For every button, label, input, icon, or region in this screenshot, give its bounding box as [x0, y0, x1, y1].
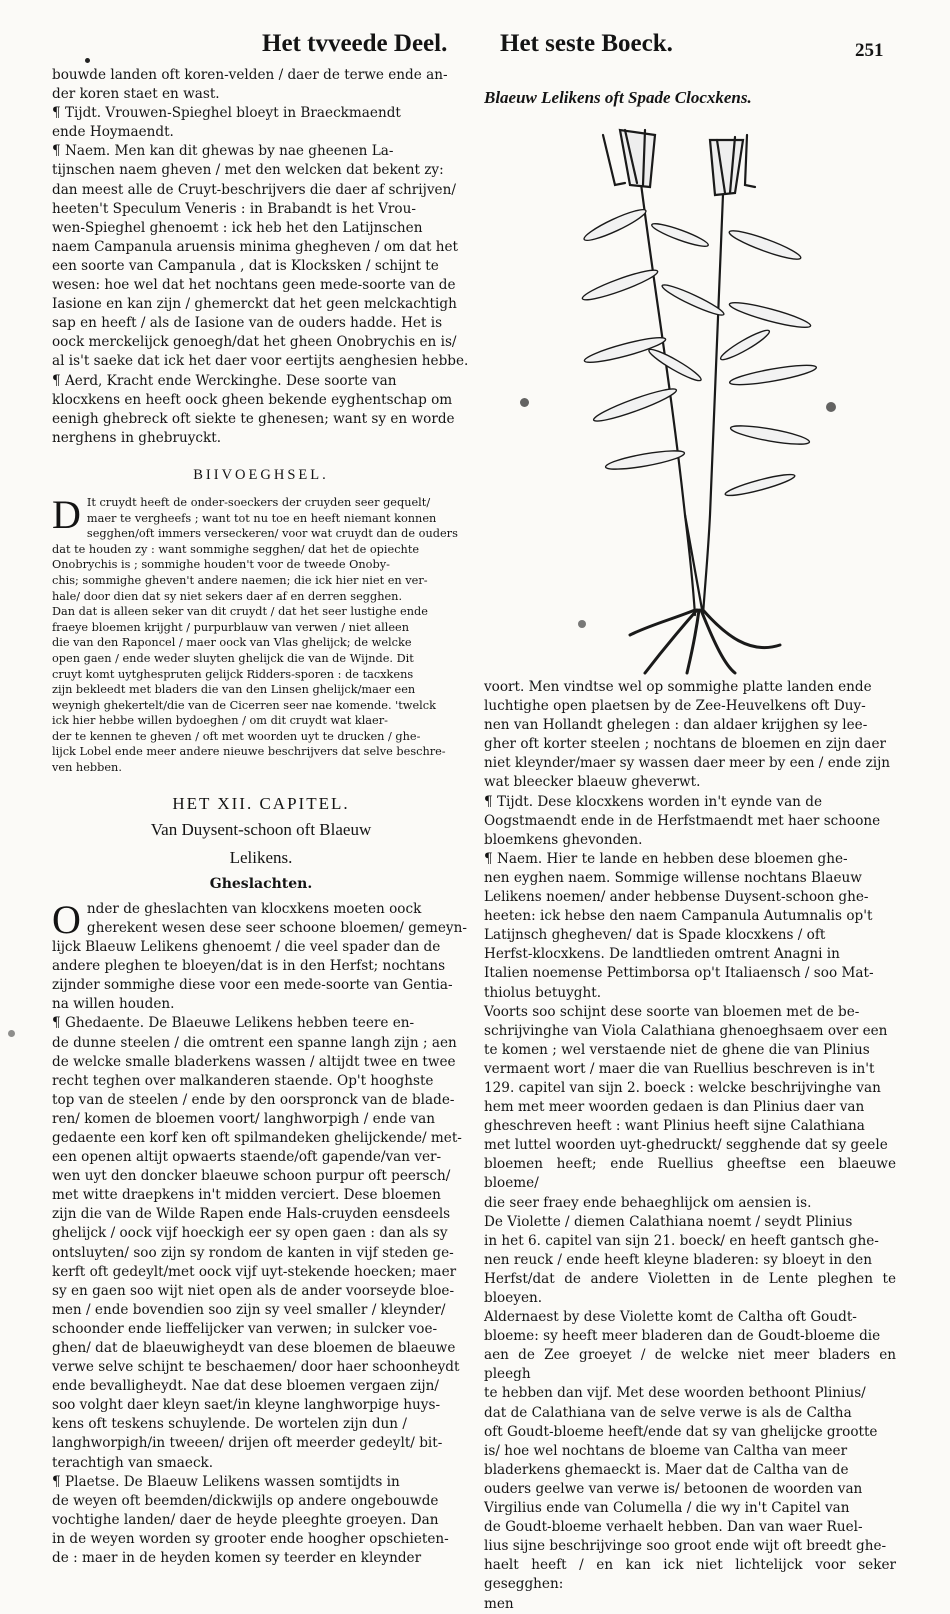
- gheslachten-dropcap: O: [52, 896, 81, 942]
- text-line: dat de Calathiana van de selve verwe is als de Caltha: [484, 1404, 852, 1421]
- text-line: wat bleecker blaeuw gheverwt.: [484, 774, 701, 791]
- text-line: tijnschen naem gheven / met den welcken dat bekent zy:: [52, 162, 444, 179]
- intro-text: [52, 66, 470, 448]
- text-line: te komen ; wel verstaende niet de ghene die van Plinius: [484, 1041, 870, 1058]
- text-line: kerft oft gedeylt/met oock vijf uyt-stekende hoecken; maer: [52, 1263, 457, 1280]
- text-line: naem Campanula aruensis minima ghegheven / om dat het: [52, 238, 458, 255]
- text-line: Aldernaest by dese Violette komt de Caltha oft Goudt-: [484, 1309, 857, 1326]
- text-line: lijck Blaeuw Lelikens ghenoemt / die veel spader dan de: [52, 939, 441, 956]
- text-line: in de weyen worden sy grooter ende hoogher opschieten-: [52, 1530, 449, 1547]
- ink-speck: [520, 398, 529, 407]
- text-line: nen van Hollandt ghelegen : dan aldaer krijghen sy lee-: [484, 717, 868, 734]
- text-line: chis; sommighe gheven't andere naemen; die ick hier niet en ver-: [52, 573, 428, 587]
- text-line: ouders geelwe van verwe is/ betoonen de woorden van: [484, 1480, 863, 1497]
- text-line: hem met meer woorden gedaen is dan Plinius daer van: [484, 1099, 865, 1116]
- text-line: vochtighe landen/ daer de heyde pleeghte groeyen. Dan: [52, 1511, 439, 1528]
- text-line: hale/ door dien dat sy niet sekers daer af en derren segghen.: [52, 589, 403, 603]
- text-line: bloemen heeft; ende Ruellius gheeftse een blaeuwe bloeme/: [484, 1156, 896, 1192]
- text-line: oock merckelijck genoegh/dat het gheen Onobrychis en is/: [52, 334, 457, 351]
- text-line: ¶ Ghedaente. De Blaeuwe Lelikens hebben teere en-: [52, 1015, 415, 1032]
- text-line: de : maer in de heyden komen sy teerder en kleynder: [52, 1550, 422, 1567]
- chapter-title: HET XII. CAPITEL.: [172, 793, 350, 813]
- text-line: der te kennen te gheven / oft met woorden uyt te drucken / ghe-: [52, 729, 421, 743]
- text-line: in het 6. capitel van sijn 21. boeck/ en heeft gantsch ghe-: [484, 1232, 879, 1249]
- text-line: gedaente een korf ken oft spilmandeken ghelijckende/ met-: [52, 1129, 462, 1146]
- bijvoeghsel-lines: [52, 491, 470, 776]
- text-line: gher oft korter steelen ; nochtans de bloemen en zijn daer: [484, 736, 887, 753]
- text-line: soo volght daer kleyn saet/in kleyne langhworpige huys-: [52, 1397, 441, 1414]
- text-line: is/ hoe wel nochtans de bloeme van Caltha van meer: [484, 1442, 848, 1459]
- text-line: bladerkens ghemaeckt is. Maer dat de Caltha van de: [484, 1461, 849, 1478]
- text-line: Lelikens noemen/ ander hebbense Duysent-schoon ghe-: [484, 889, 869, 906]
- text-line: 129. capitel van sijn 2. boeck : welcke beschrijvinghe van: [484, 1079, 881, 1096]
- text-line: luchtighe open plaetsen by de Zee-Heuvelkens oft Duy-: [484, 698, 866, 715]
- text-line: terachtigh van smaeck.: [52, 1454, 214, 1471]
- text-line: dat te houden zy : want sommighe segghen/ dat het de opiechte: [52, 542, 420, 556]
- text-line: Italien noemense Pettimborsa op't Italiaensch / soo Mat-: [484, 965, 874, 982]
- text-line: Latijnsch ghegheven/ dat is Spade klocxkens / oft: [484, 927, 826, 944]
- plant-woodcut-illustration: [575, 115, 835, 675]
- text-line: It cruydt heeft de onder-soeckers der cruyden seer gequelt/: [86, 495, 431, 509]
- text-line: Dan dat is alleen seker van dit cruydt / dat het seer lustighe ende: [52, 605, 428, 619]
- text-line: Virgilius ende van Columella / die wy in't Capitel van: [484, 1500, 850, 1517]
- text-line: een soorte van Campanula , dat is Klocksken / schijnt te: [52, 257, 439, 274]
- text-line: lius sijne beschrijvinge soo groot ende wijt oft breedt ghe-: [484, 1538, 887, 1555]
- text-line: men / ende bovendien soo zijn sy veel smaller / kleynder/: [52, 1301, 446, 1318]
- text-line: de weyen oft beemden/dickwijls op andere ongebouwde: [52, 1492, 439, 1509]
- text-line: die van den Raponcel / maer oock van Vlas ghelijck; de welcke: [52, 636, 412, 650]
- bijvoeghsel-text: [52, 491, 470, 776]
- text-line: ende Hoymaendt.: [52, 124, 174, 141]
- text-line: men: [484, 1595, 514, 1612]
- text-line: ¶ Tijdt. Dese klocxkens worden in't eynde van de: [484, 793, 822, 810]
- text-line: haelt heeft / en kan ick niet lichtelijck voor seker gesegghen:: [484, 1557, 896, 1593]
- text-line: met luttel woorden uyt-ghedruckt/ segghende dat sy geele: [484, 1137, 888, 1154]
- text-line: Iasione en kan zijn / ghemerckt dat het geen melckachtigh: [52, 296, 457, 313]
- description-text: [52, 1014, 470, 1568]
- text-line: De Violette / diemen Calathiana noemt / seydt Plinius: [484, 1213, 853, 1230]
- text-line: na willen houden.: [52, 996, 175, 1013]
- text-line: kens oft teskens schuylende. De wortelen zijn dun /: [52, 1416, 407, 1433]
- text-line: open gaen / ende weder sluyten ghelijck die van de Wijnde. Dit: [52, 651, 414, 665]
- ink-speck: [578, 620, 586, 628]
- text-line: gherekent wesen dese seer schoone bloemen/ gemeyn-: [86, 919, 467, 936]
- ink-speck: [85, 58, 90, 63]
- text-line: ghen/ dat de blaeuwigheydt van dese bloemen de blaeuwe: [52, 1340, 456, 1356]
- text-line: bouwde landen oft koren-velden / daer de terwe ende an-: [52, 67, 448, 83]
- text-line: thiolus betuyght.: [484, 984, 602, 1001]
- text-line: ¶ Plaetse. De Blaeuw Lelikens wassen somtijdts in: [52, 1473, 400, 1490]
- text-line: Onobrychis is ; sommighe houden't voor de tweede Onoby-: [52, 558, 390, 572]
- text-line: schoonder ende lieffelijcker van verwen; in sulcker voe-: [52, 1320, 438, 1337]
- text-line: de welcke smalle bladerkens wassen / altijdt twee en twee: [52, 1053, 456, 1070]
- text-line: voort. Men vindtse wel op sommighe platte landen ende: [484, 679, 872, 695]
- text-line: klocxkens en heeft oock gheen bekende eyghentschap om: [52, 391, 453, 408]
- gheslachten-lines: [52, 896, 470, 1015]
- text-line: ¶ Naem. Men kan dit ghewas by nae gheenen La-: [52, 143, 394, 160]
- text-line: eenigh ghebreck oft siekte te ghenesen; want sy en worde: [52, 410, 455, 427]
- text-line: ontsluyten/ soo zijn sy rondom de kanten in vijf steden ge-: [52, 1244, 454, 1261]
- text-line: nerghens in ghebruyckt.: [52, 429, 222, 446]
- text-line: maer te vergheefs ; want tot nu toe en heeft niemant konnen: [86, 511, 437, 525]
- gheslachten-heading: Gheslachten.: [209, 875, 313, 892]
- text-line: ghelijck / oock vijf hoeckigh eer sy open gaen : dan als sy: [52, 1225, 448, 1242]
- right-column: [484, 678, 896, 1614]
- chapter-subtitle-line-2: Lelikens.: [229, 847, 293, 867]
- text-line: sap en heeft / als de Iasione van de ouders hadde. Het is: [52, 315, 443, 332]
- text-line: ren/ komen de bloemen voort/ langhworpigh / ende van: [52, 1110, 436, 1127]
- ink-speck: [8, 1030, 15, 1037]
- ink-speck: [826, 402, 836, 412]
- text-line: sy en gaen soo wijt niet open als de ander voorseyde bloe-: [52, 1282, 455, 1299]
- text-line: een openen altijt opwaerts staende/oft gapende/van ver-: [52, 1149, 442, 1166]
- text-line: ¶ Tijdt. Vrouwen-Spieghel bloeyt in Braeckmaendt: [52, 105, 401, 122]
- text-line: nen reuck / ende heeft kleyne bladeren: sy bloeyt in den: [484, 1251, 872, 1268]
- text-line: Voorts soo schijnt dese soorte van bloemen met de be-: [484, 1003, 860, 1020]
- text-line: nen eyghen naem. Sommige willense nochtans Blaeuw: [484, 869, 862, 886]
- bijvoeghsel-dropcap: D: [52, 491, 81, 537]
- text-line: ende bevalligheydt. Nae dat dese bloemen vergaen zijn/: [52, 1378, 439, 1395]
- running-header: [0, 22, 950, 68]
- chapter-subtitle-line-1: Van Duysent-schoon oft Blaeuw: [150, 819, 372, 839]
- text-line: met witte draepkens in't midden verciert. Dese bloemen: [52, 1187, 441, 1204]
- text-line: heeten: ick hebse den naem Campanula Autumnalis op't: [484, 908, 873, 925]
- text-line: de Goudt-bloeme verhaelt hebben. Dan van waer Ruel-: [484, 1519, 863, 1536]
- text-line: ven hebben.: [52, 761, 122, 775]
- text-line: schrijvinghe van Viola Calathiana ghenoeghsaem over een: [484, 1022, 888, 1039]
- text-line: der koren staet en wast.: [52, 86, 220, 103]
- text-line: segghen/oft immers verseckeren/ voor wat cruydt dan de ouders: [86, 527, 458, 541]
- text-line: bloemkens ghevonden.: [484, 831, 643, 848]
- left-column: [52, 66, 470, 1568]
- text-line: cruyt komt uytghespruten gelijck Ridders-sporen : de tacxkens: [52, 667, 414, 681]
- text-line: te hebben dan vijf. Met dese woorden bethoont Plinius/: [484, 1385, 866, 1402]
- header-part-title: Het tvveede Deel.: [262, 30, 448, 57]
- text-line: de dunne steelen / die omtrent een spanne langh zijn ; aen: [52, 1034, 457, 1051]
- text-line: die seer fraey ende behaeghlijck om aensien is.: [484, 1194, 812, 1211]
- text-line: wen-Spieghel ghenoemt : ick heb het den Latijnschen: [52, 219, 423, 236]
- text-line: aen de Zee groeyet / de welcke niet meer bladers en pleegh: [484, 1347, 896, 1383]
- text-line: zijn die van de Wilde Rapen ende Hals-cruyden eensdeels: [52, 1206, 451, 1223]
- text-line: top van de steelen / ende by den oorspronck van de blade-: [52, 1091, 455, 1108]
- text-line: lijck Lobel ende meer andere nieuwe beschrijvers dat selve beschre-: [52, 745, 446, 759]
- page-number: 251: [855, 40, 884, 61]
- text-line: weynigh ghekertelt/die van de Cicerren seer nae komende. 'twelck: [52, 698, 436, 712]
- text-line: gheschreven heeft : want Plinius heeft sijne Calathiana: [484, 1118, 865, 1135]
- text-line: fraeye bloemen krijght / purpurblauw van verwen / niet alleen: [52, 620, 409, 634]
- text-line: heeten't Speculum Veneris : in Brabandt is het Vrou-: [52, 200, 416, 217]
- text-line: recht teghen over malkanderen staende. Op't hooghste: [52, 1072, 434, 1089]
- text-line: niet kleynder/maer sy wassen daer meer by een / ende zijn: [484, 755, 891, 772]
- text-line: zijn bekleedt met bladers die van den Linsen ghelijck/maer een: [52, 683, 416, 697]
- text-line: ¶ Aerd, Kracht ende Werckinghe. Dese soorte van: [52, 372, 397, 389]
- text-line: nder de gheslachten van klocxkens moeten oock: [86, 900, 422, 917]
- header-book-title: Het seste Boeck.: [500, 30, 673, 57]
- text-line: vermaent wort / maer die van Ruellius beschreven is in't: [484, 1060, 875, 1077]
- text-line: oft Goudt-bloeme heeft/ende dat sy van ghelijcke grootte: [484, 1423, 878, 1440]
- text-line: Herfst/dat de andere Violetten in de Lente pleghen te bloeyen.: [484, 1270, 896, 1306]
- text-line: al is't saeke dat ick het daer voor eertijts aenghesien hebbe.: [52, 353, 469, 370]
- text-line: bloeme: sy heeft meer bladeren dan de Goudt-bloeme die: [484, 1328, 881, 1345]
- text-line: Herfst-klocxkens. De landtlieden omtrent Anagni in: [484, 946, 840, 963]
- text-line: zijnder sommighe diese voor een mede-soorte van Gentia-: [52, 977, 453, 994]
- text-line: wen uyt den doncker blaeuwe schoon purpur oft peersch/: [52, 1168, 451, 1185]
- text-line: ick hier hebbe willen bydoeghen / om dit cruydt wat klaer-: [52, 714, 388, 728]
- text-line: andere pleghen te bloeyen/dat is in den Herfst; nochtans: [52, 958, 446, 975]
- text-line: verwe selve schijnt te beschaemen/ door haer schoonheydt: [52, 1359, 460, 1376]
- text-line: wesen: hoe wel dat het nochtans geen mede-soorte van de: [52, 277, 456, 294]
- text-line: langhworpigh/in tweeen/ drijen oft meerder gedeylt/ bit-: [52, 1435, 443, 1452]
- text-line: ¶ Naem. Hier te lande en hebben dese bloemen ghe-: [484, 850, 848, 867]
- text-line: Oogstmaendt ende in de Herfstmaendt met haer schoone: [484, 812, 881, 829]
- gheslachten-text: [52, 896, 470, 1015]
- right-column-lines: [484, 678, 896, 1614]
- bijvoeghsel-heading: BIIVOEGHSEL.: [193, 466, 329, 483]
- text-line: dan meest alle de Cruyt-beschrijvers die daer af schrijven/: [52, 181, 456, 198]
- figure-caption: Blaeuw Lelikens oft Spade Clocxkens.: [484, 88, 752, 107]
